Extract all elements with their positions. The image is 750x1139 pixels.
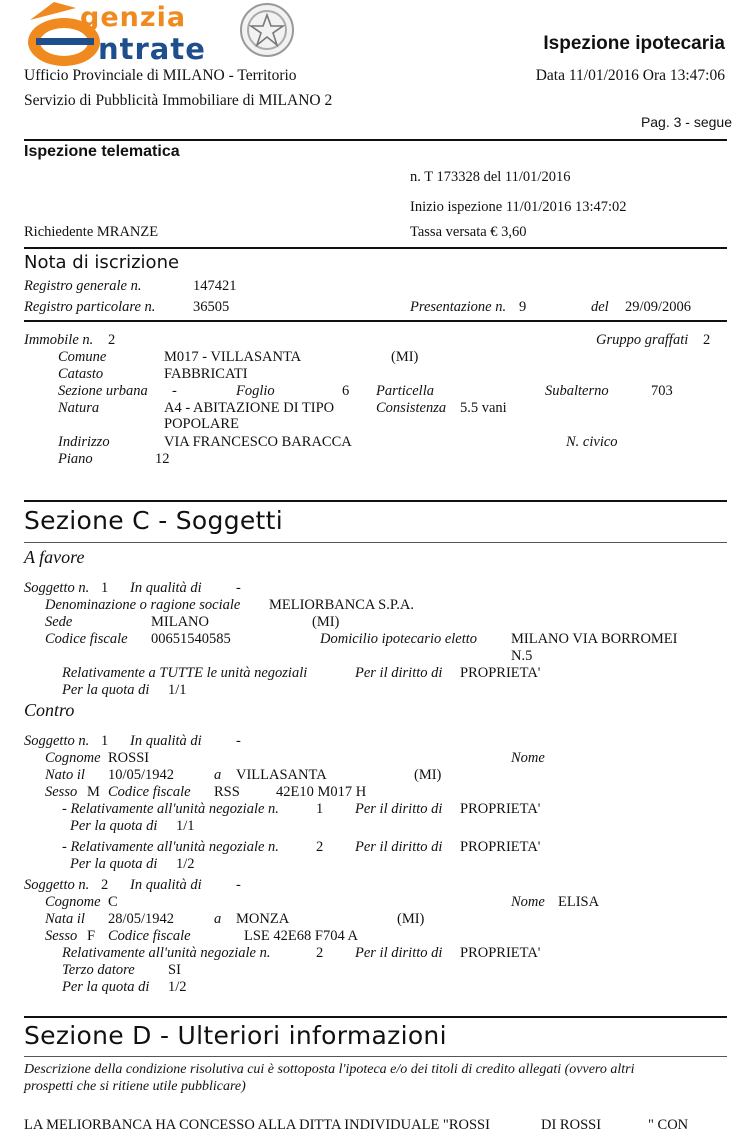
nota-divider xyxy=(24,320,727,322)
fav-rel-label: Relativamente a TUTTE le unità negoziali xyxy=(62,665,308,681)
sezione-d-desc-2: prospetti che si ritiene utile pubblicare) xyxy=(24,1079,246,1094)
c1-luogo-value: VILLASANTA xyxy=(236,767,327,783)
presentation-value: 9 xyxy=(519,299,527,315)
c2-qualita-value: - xyxy=(236,877,241,893)
inspection-number: n. T 173328 del 11/01/2016 xyxy=(410,169,571,185)
fav-domicilio-value-1: MILANO VIA BORROMEI xyxy=(511,631,678,647)
c2-sesso-label: Sesso xyxy=(45,928,78,944)
foglio-value: 6 xyxy=(342,383,350,399)
c1-sesso-value: M xyxy=(87,784,100,800)
fav-cf-value: 00651540585 xyxy=(151,631,231,647)
c1-qualita-label: In qualità di xyxy=(130,733,202,749)
particella-label: Particella xyxy=(376,383,434,399)
c2-rel-label: Relativamente all'unità negoziale n. xyxy=(62,945,271,961)
natura-label: Natura xyxy=(58,400,100,416)
fav-diritto-value: PROPRIETA' xyxy=(460,665,541,681)
catasto-label: Catasto xyxy=(58,366,104,382)
c2-sesso-value: F xyxy=(87,928,96,944)
subalterno-label: Subalterno xyxy=(545,383,609,399)
c2-soggetto-value: 2 xyxy=(101,877,109,893)
consistenza-label: Consistenza xyxy=(376,400,447,416)
c2-quota-label: Per la quota di xyxy=(62,979,150,995)
c2-nome-value: ELISA xyxy=(558,894,600,910)
immobile-label: Immobile n. xyxy=(24,332,94,348)
c1-qualita-value: - xyxy=(236,733,241,749)
c1-prov: (MI) xyxy=(414,767,442,783)
c1-quota1-label: Per la quota di xyxy=(70,818,158,834)
reg-gen-label: Registro generale n. xyxy=(24,278,142,294)
c1-quota1-value: 1/1 xyxy=(176,818,195,834)
fav-denom-label: Denominazione o ragione sociale xyxy=(45,597,241,613)
foglio-label: Foglio xyxy=(236,383,275,399)
del-value: 29/09/2006 xyxy=(625,299,692,315)
c1-soggetto-label: Soggetto n. xyxy=(24,733,90,749)
c2-nome-label: Nome xyxy=(511,894,545,910)
c1-nome-label: Nome xyxy=(511,750,545,766)
natura-value-1: A4 - ABITAZIONE DI TIPO xyxy=(164,400,335,416)
c1-rel1-label: - Relativamente all'unità negoziale n. xyxy=(62,801,279,817)
c2-nata-label: Nata il xyxy=(45,911,85,927)
fav-cf-label: Codice fiscale xyxy=(45,631,128,647)
c1-diritto2-label: Per il diritto di xyxy=(355,839,443,855)
c2-soggetto-label: Soggetto n. xyxy=(24,877,90,893)
c1-quota2-label: Per la quota di xyxy=(70,856,158,872)
reg-gen-value: 147421 xyxy=(193,278,237,294)
del-label: del xyxy=(591,299,609,315)
sezione-d-text-c: " CON xyxy=(648,1117,689,1133)
c1-soggetto-value: 1 xyxy=(101,733,109,749)
fav-domicilio-label: Domicilio ipotecario eletto xyxy=(320,631,478,647)
c2-a-label: a xyxy=(214,911,222,927)
c1-rel1-value: 1 xyxy=(316,801,324,817)
c1-quota2-value: 1/2 xyxy=(176,856,195,872)
sezione-d-text-a: LA MELIORBANCA HA CONCESSO ALLA DITTA INDIVIDUALE "ROSSI xyxy=(24,1117,490,1133)
inspection-divider xyxy=(24,247,727,249)
c2-qualita-label: In qualità di xyxy=(130,877,202,893)
civico-label: N. civico xyxy=(566,434,618,450)
piano-value: 12 xyxy=(155,451,170,467)
c1-cf-value-a: RSS xyxy=(214,784,240,800)
sezione-c-underline xyxy=(24,542,727,543)
logo-text-bottom: ntrate xyxy=(98,32,206,66)
a-favore-heading: A favore xyxy=(24,547,85,567)
c1-a-label: a xyxy=(214,767,222,783)
fav-sede-value: MILANO xyxy=(151,614,209,630)
fav-soggetto-label: Soggetto n. xyxy=(24,580,90,596)
c2-quota-value: 1/2 xyxy=(168,979,187,995)
sezione-d-title: Sezione D - Ulteriori informazioni xyxy=(24,1021,447,1050)
c1-nato-value: 10/05/1942 xyxy=(108,767,175,783)
fav-soggetto-value: 1 xyxy=(101,580,109,596)
c2-nata-value: 28/05/1942 xyxy=(108,911,175,927)
agency-logo xyxy=(24,0,239,68)
catasto-value: FABBRICATI xyxy=(164,366,248,382)
logo-text-top: genzia xyxy=(80,2,187,33)
sezione-d-desc-1: Descrizione della condizione risolutiva cui è sottoposta l'ipoteca e/o dei titoli di credito allegati (ovvero altri xyxy=(24,1062,635,1077)
subalterno-value: 703 xyxy=(651,383,673,399)
contro-heading: Contro xyxy=(24,700,75,720)
requester: Richiedente MRANZE xyxy=(24,224,159,240)
c2-cf-label: Codice fiscale xyxy=(108,928,191,944)
fav-qualita-label: In qualità di xyxy=(130,580,202,596)
c1-cf-label: Codice fiscale xyxy=(108,784,191,800)
c1-diritto1-label: Per il diritto di xyxy=(355,801,443,817)
immobile-divider xyxy=(24,500,727,502)
comune-prov: (MI) xyxy=(391,349,419,365)
inspection-start: Inizio ispezione 11/01/2016 13:47:02 xyxy=(410,199,627,215)
sezione-d-text-b: DI ROSSI xyxy=(541,1117,602,1133)
c1-rel2-value: 2 xyxy=(316,839,324,855)
c1-cognome-value: ROSSI xyxy=(108,750,150,766)
document-title: Ispezione ipotecaria xyxy=(543,33,725,54)
fav-denom-value: MELIORBANCA S.P.A. xyxy=(269,597,415,613)
sezione-c-title: Sezione C - Soggetti xyxy=(24,506,283,535)
indirizzo-value: VIA FRANCESCO BARACCA xyxy=(164,434,352,450)
office-line-2: Servizio di Pubblicità Immobiliare di MILANO 2 xyxy=(24,92,333,109)
gruppo-value: 2 xyxy=(703,332,711,348)
office-line-1: Ufficio Provinciale di MILANO - Territorio xyxy=(24,67,297,84)
presentation-label: Presentazione n. xyxy=(410,299,507,315)
comune-value: M017 - VILLASANTA xyxy=(164,349,302,365)
fav-domicilio-value-2: N.5 xyxy=(511,648,533,664)
sezione-urbana-value: - xyxy=(172,383,177,399)
page-number: Pag. 3 - segue xyxy=(640,114,732,130)
republic-emblem-icon xyxy=(238,1,296,59)
natura-value-2: POPOLARE xyxy=(164,416,239,432)
consistenza-value: 5.5 vani xyxy=(460,400,507,416)
c1-diritto2-value: PROPRIETA' xyxy=(460,839,541,855)
fav-quota-label: Per la quota di xyxy=(62,682,150,698)
c2-rel-value: 2 xyxy=(316,945,324,961)
c2-cognome-value: C xyxy=(108,894,118,910)
c2-terzo-label: Terzo datore xyxy=(62,962,135,978)
c1-cf-value-b: 42E10 M017 H xyxy=(276,784,367,800)
sezione-urbana-label: Sezione urbana xyxy=(58,383,148,399)
header-divider xyxy=(24,139,727,141)
date-time: Data 11/01/2016 Ora 13:47:06 xyxy=(535,67,725,84)
fee-paid: Tassa versata € 3,60 xyxy=(410,224,527,240)
c2-cf-value: LSE 42E68 F704 A xyxy=(244,928,358,944)
reg-part-label: Registro particolare n. xyxy=(24,299,156,315)
sezione-d-underline xyxy=(24,1056,727,1057)
c2-luogo-value: MONZA xyxy=(236,911,290,927)
c1-sesso-label: Sesso xyxy=(45,784,78,800)
c2-diritto-label: Per il diritto di xyxy=(355,945,443,961)
fav-sede-label: Sede xyxy=(45,614,73,630)
fav-diritto-label: Per il diritto di xyxy=(355,665,443,681)
gruppo-label: Gruppo graffati xyxy=(596,332,689,348)
c2-prov: (MI) xyxy=(397,911,425,927)
comune-label: Comune xyxy=(58,349,107,365)
c1-cognome-label: Cognome xyxy=(45,750,101,766)
nota-title: Nota di iscrizione xyxy=(24,252,180,273)
fav-qualita-value: - xyxy=(236,580,241,596)
inspection-title: Ispezione telematica xyxy=(24,143,180,160)
c1-diritto1-value: PROPRIETA' xyxy=(460,801,541,817)
indirizzo-label: Indirizzo xyxy=(58,434,110,450)
c1-rel2-label: - Relativamente all'unità negoziale n. xyxy=(62,839,279,855)
sezione-c-end-divider xyxy=(24,1016,727,1018)
fav-quota-value: 1/1 xyxy=(168,682,187,698)
c2-diritto-value: PROPRIETA' xyxy=(460,945,541,961)
fav-sede-prov: (MI) xyxy=(312,614,340,630)
c1-nato-label: Nato il xyxy=(45,767,85,783)
c2-terzo-value: SI xyxy=(168,962,181,978)
c2-cognome-label: Cognome xyxy=(45,894,101,910)
immobile-value: 2 xyxy=(108,332,116,348)
reg-part-value: 36505 xyxy=(193,299,230,315)
piano-label: Piano xyxy=(58,451,93,467)
